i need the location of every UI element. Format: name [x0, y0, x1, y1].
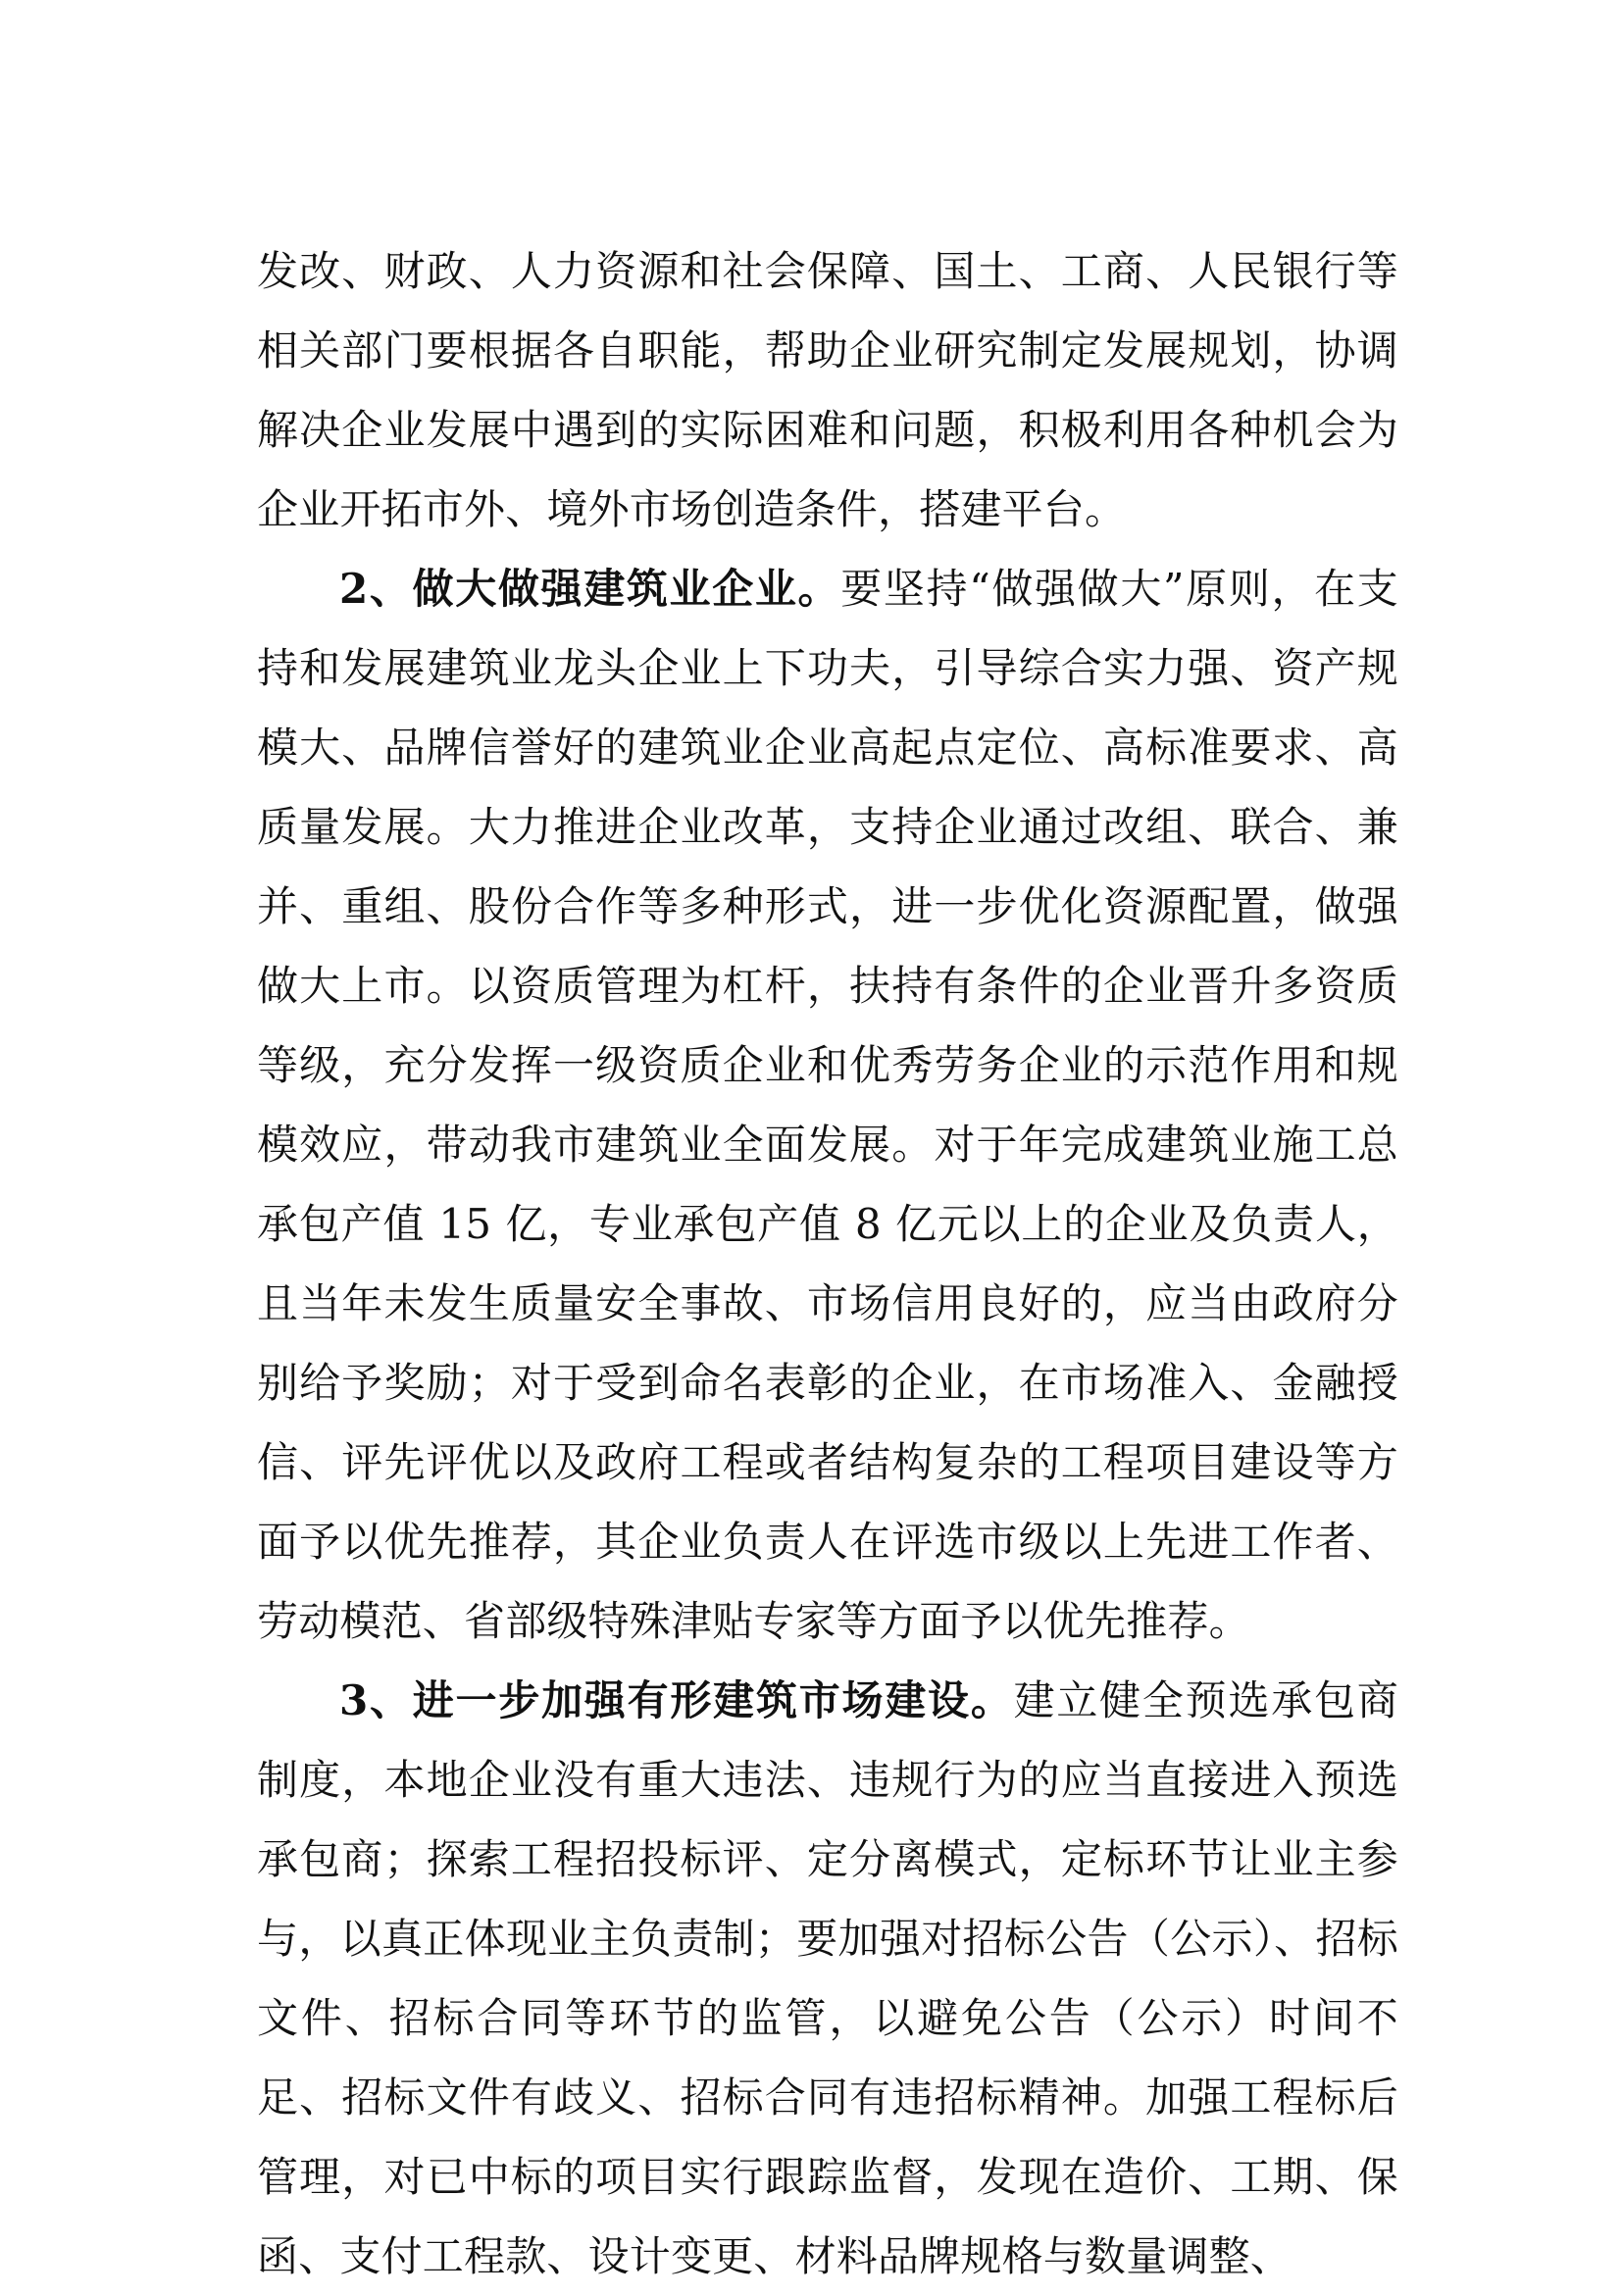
item-heading: 3、进一步加强有形建筑市场建设。	[339, 1676, 1014, 1724]
paragraph-text: 要坚持“做强做大”原则，在支持和发展建筑业龙头企业上下功夫，引导综合实力强、资产规模大、品牌信誉好的建筑业企业高起点定位、高标准要求、高质量发展。大力推进企业改革，支持企业通过改组、联合、兼并、重组、股份合作等多种形式，进一步优化资源配置，做强做大上市。以资质管理为杠杆，扶持有条件的企业晋升多资质等级，充分发挥一级资质企业和优秀劳务企业的示范作用和规模效应，带动我市建筑业全面发展。对于年完成建筑业施工总承包产值 15 亿，专业承包产值 8 亿元以上的企业及负责人，且当年未发生质量安全事故、市场信用良好的，应当由政府分别给予奖励；对于受到命名表彰的企业，在市场准入、金融授信、评先评优以及政府工程或者结构复杂的工程项目建设等方面予以优先推荐，其企业负责人在评选市级以上先进工作者、劳动模范、省部级特殊津贴专家等方面予以优先推荐。	[257, 565, 1399, 1645]
paragraph-item-2	[257, 549, 1398, 1661]
paragraph-text: 发改、财政、人力资源和社会保障、国土、工商、人民银行等相关部门要根据各自职能，帮助企业研究制定发展规划，协调解决企业发展中遇到的实际困难和问题，积极利用各种机会为企业开拓市外、境外市场创造条件，搭建平台。	[257, 247, 1398, 533]
item-heading: 2、做大做强建筑业企业。	[339, 565, 841, 613]
paragraph-continuation	[257, 231, 1398, 549]
paragraph-text: 建立健全预选承包商制度，本地企业没有重大违法、违规行为的应当直接进入预选承包商；探索工程招投标评、定分离模式，定标环节让业主参与，以真正体现业主负责制；要加强对招标公告（公示）、招标文件、招标合同等环节的监管，以避免公告（公示）时间不足、招标文件有歧义、招标合同有违招标精神。加强工程标后管理，对已中标的项目实行跟踪监督，发现在造价、工期、保函、支付工程款、设计变更、材料品牌规格与数量调整、	[257, 1676, 1398, 2280]
document-body	[257, 231, 1398, 2296]
paragraph-item-3	[257, 1661, 1398, 2296]
